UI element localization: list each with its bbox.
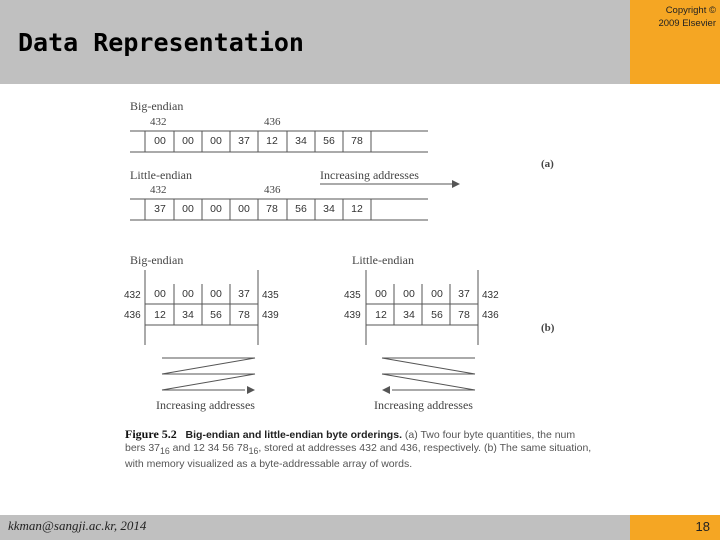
caption-figure-title: Big-endian and little-endian byte orderings. — [185, 429, 402, 441]
byte-cell: 00 — [154, 135, 166, 147]
page-number: 18 — [695, 519, 710, 534]
byte-cell: 34 — [403, 309, 415, 321]
part-a-little-endian-addr-432: 432 — [150, 184, 167, 196]
part-a-little-endian-title: Little-endian — [130, 168, 192, 182]
part-b-little-endian-row2-left-addr: 439 — [344, 310, 361, 321]
byte-cell: 37 — [238, 288, 250, 300]
byte-cell: 37 — [458, 288, 470, 300]
copyright-line-2: 2009 Elsevier — [658, 18, 716, 29]
byte-cell: 78 — [458, 309, 470, 321]
caption-subscript-1: 16 — [160, 446, 170, 457]
caption-text-1: (a) Two four byte quantities, the num bers 37 — [125, 429, 576, 454]
byte-cell: 12 — [351, 203, 363, 215]
slide-title: Data Representation — [18, 28, 304, 57]
part-a-little-endian-addr-436: 436 — [264, 184, 281, 196]
byte-cell: 56 — [210, 309, 222, 321]
byte-cell: 78 — [351, 135, 363, 147]
caption-text-2: and 12 34 56 78 — [169, 442, 249, 454]
part-b-label: (b) — [541, 322, 555, 334]
part-a-label: (a) — [541, 158, 554, 170]
byte-cell: 78 — [266, 203, 278, 215]
caption-text-3: , stored at addresses 432 and 436, respectively. (b) The same situation, with memory visualized as a byte-addressable array of words. — [125, 442, 592, 471]
part-a-big-endian-addr-432: 432 — [150, 116, 167, 128]
part-b-big-endian-row1-right-addr: 435 — [262, 290, 279, 301]
part-b-big-endian-row2-left-addr: 436 — [124, 310, 141, 321]
footer-email: kkman@sangji.ac.kr, 2014 — [8, 518, 147, 533]
byte-cell: 00 — [238, 203, 250, 215]
byte-cell: 00 — [182, 288, 194, 300]
part-a-big-endian-addr-436: 436 — [264, 116, 281, 128]
byte-cell: 00 — [431, 288, 443, 300]
byte-cell: 37 — [154, 203, 166, 215]
byte-cell: 00 — [182, 203, 194, 215]
byte-cell: 00 — [403, 288, 415, 300]
byte-cell: 00 — [210, 135, 222, 147]
part-a-big-endian-title: Big-endian — [130, 99, 184, 113]
byte-cell: 34 — [182, 309, 194, 321]
byte-cell: 78 — [238, 309, 250, 321]
byte-cell: 56 — [323, 135, 335, 147]
byte-cell: 56 — [295, 203, 307, 215]
byte-cell: 12 — [266, 135, 278, 147]
part-b-big-endian-row1-left-addr: 432 — [124, 290, 141, 301]
byte-cell: 00 — [182, 135, 194, 147]
part-b-little-endian-row2-right-addr: 436 — [482, 310, 499, 321]
figure-caption — [125, 428, 595, 471]
part-b-big-endian-row2-right-addr: 439 — [262, 310, 279, 321]
byte-cell: 12 — [154, 309, 166, 321]
byte-cell: 34 — [323, 203, 335, 215]
part-b-little-endian-row1-right-addr: 432 — [482, 290, 499, 301]
part-a-increasing-addresses-label: Increasing addresses — [320, 168, 419, 182]
byte-cell: 00 — [210, 203, 222, 215]
byte-cell: 56 — [431, 309, 443, 321]
caption-figure-label: Figure 5.2 — [125, 427, 177, 441]
caption-subscript-2: 16 — [248, 446, 259, 457]
part-b-little-endian-increasing-addresses-label: Increasing addresses — [374, 398, 473, 412]
part-b-little-endian-row1-left-addr: 435 — [344, 290, 361, 301]
byte-cell: 34 — [295, 135, 307, 147]
copyright-line-1: Copyright © — [665, 5, 716, 16]
part-b-big-endian-increasing-addresses-label: Increasing addresses — [156, 398, 255, 412]
part-b-big-endian-title: Big-endian — [130, 253, 184, 267]
byte-cell: 00 — [210, 288, 222, 300]
byte-cell: 12 — [375, 309, 387, 321]
part-b-little-endian-title: Little-endian — [352, 253, 414, 267]
byte-cell: 00 — [375, 288, 387, 300]
byte-cell: 00 — [154, 288, 166, 300]
byte-cell: 37 — [238, 135, 250, 147]
